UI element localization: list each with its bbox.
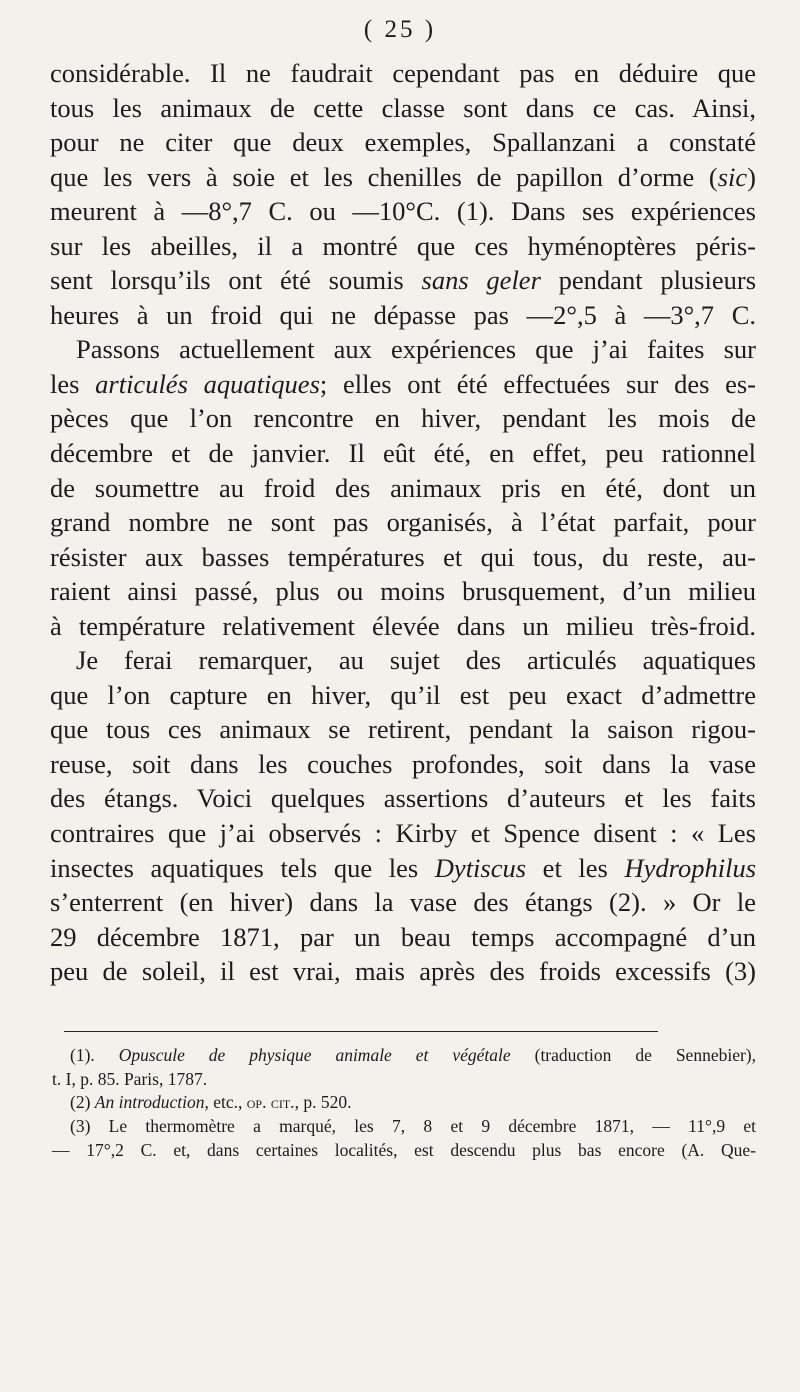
text-line xyxy=(50,229,756,264)
text-line xyxy=(50,609,756,644)
main-text xyxy=(50,56,756,989)
text-run: à température relativement élevée dans un milieu très-froid. xyxy=(50,610,756,641)
italic-text: sic xyxy=(717,161,748,192)
text-run: les xyxy=(50,368,96,399)
footnote-line xyxy=(50,1139,756,1163)
footnote-line xyxy=(50,1068,756,1092)
text-run: — 17°,2 C. et, dans certaines localités, est descendu plus bas encore (A. Que- xyxy=(52,1139,756,1160)
text-run: pèces que l’on rencontre en hiver, pendant les mois de xyxy=(50,403,756,434)
text-run: grand nombre ne sont pas organisés, à l’état parfait, pour xyxy=(50,507,756,538)
text-line xyxy=(50,125,756,160)
text-line xyxy=(50,91,756,126)
text-run: 29 décembre 1871, par un beau temps accompagné d’un xyxy=(50,921,756,952)
text-run: insectes aquatiques tels que les xyxy=(50,852,435,883)
text-line xyxy=(50,920,756,955)
text-run: considérable. Il ne faudrait cependant pas en déduire que xyxy=(50,58,756,88)
text-line xyxy=(50,56,756,91)
text-run: raient ainsi passé, plus ou moins brusquement, d’un milieu xyxy=(50,576,756,607)
text-run: tous les animaux de cette classe sont dans ce cas. Ainsi, xyxy=(50,92,756,123)
italic-text: An introduction xyxy=(94,1092,205,1113)
text-line xyxy=(50,298,756,333)
text-run: résister aux basses températures et qui tous, du reste, au- xyxy=(50,541,756,572)
footnote-line xyxy=(50,1091,756,1115)
text-line xyxy=(50,401,756,436)
text-run: s’enterrent (en hiver) dans la vase des étangs (2). » Or le xyxy=(50,887,756,918)
text-run: (2) xyxy=(70,1092,95,1113)
text-line xyxy=(50,954,756,989)
text-run: que les vers à soie et les chenilles de papillon d’orme ( xyxy=(50,161,718,192)
italic-text: articulés aquatiques xyxy=(95,368,320,399)
text-run: ) xyxy=(747,161,756,192)
text-run: ; elles ont été effectuées sur des es- xyxy=(319,368,756,399)
text-run: des étangs. Voici quelques assertions d’auteurs et les faits xyxy=(50,783,756,814)
italic-text: sans geler xyxy=(421,265,541,296)
text-run: sent lorsqu’ils ont été soumis xyxy=(50,265,422,296)
text-run: et les xyxy=(526,852,625,883)
page-number: ( 25 ) xyxy=(363,16,437,43)
text-run: , etc., xyxy=(204,1092,247,1113)
footnote-separator xyxy=(64,1031,658,1032)
text-run: que l’on capture en hiver, qu’il est peu exact d’admettre xyxy=(50,679,756,710)
text-run: pour ne citer que deux exemples, Spallanzani a constaté xyxy=(50,127,756,158)
text-run: décembre et de janvier. Il eût été, en effet, peu rationnel xyxy=(50,438,756,469)
text-line xyxy=(50,160,756,195)
text-line xyxy=(50,747,756,782)
italic-text: Opuscule de physique animale et végétale xyxy=(118,1045,511,1065)
text-line xyxy=(50,332,756,367)
text-line xyxy=(50,781,756,816)
text-line xyxy=(50,436,756,471)
text-line xyxy=(50,712,756,747)
text-run: (traduction de Sennebier), xyxy=(510,1045,756,1065)
text-line xyxy=(50,885,756,920)
text-run: , p. 520. xyxy=(294,1092,352,1113)
text-run: reuse, soit dans les couches profondes, soit dans la vase xyxy=(50,748,756,779)
text-line xyxy=(50,263,756,298)
text-run: meurent à —8°,7 C. ou —10°C. (1). Dans ses expériences xyxy=(50,196,756,227)
text-run: contraires que j’ai observés : Kirby et Spence disent : « Les xyxy=(50,818,756,849)
footnotes xyxy=(50,1044,756,1163)
text-line xyxy=(50,367,756,402)
text-run: de soumettre au froid des animaux pris en été, dont un xyxy=(50,472,756,503)
footnote-line xyxy=(50,1115,756,1139)
text-run: t. I, p. 85. Paris, 1787. xyxy=(52,1068,208,1089)
text-run: Passons actuellement aux expériences que j’ai faites sur xyxy=(76,334,756,365)
text-line xyxy=(50,505,756,540)
text-run: Je ferai remarquer, au sujet des articulés aquatiques xyxy=(76,645,756,676)
text-line xyxy=(50,816,756,851)
text-run: (1). xyxy=(70,1045,119,1065)
text-run: heures à un froid qui ne dépasse pas —2°,5 à —3°,7 C. xyxy=(50,299,756,330)
text-run: que tous ces animaux se retirent, pendant la saison rigou- xyxy=(50,714,756,745)
text-line xyxy=(50,678,756,713)
text-line xyxy=(50,851,756,886)
text-line xyxy=(50,194,756,229)
text-line xyxy=(50,643,756,678)
text-run: sur les abeilles, il a montré que ces hyménoptères péris- xyxy=(50,230,756,261)
italic-text: Dytiscus xyxy=(434,852,527,883)
text-run: op. cit. xyxy=(246,1092,295,1113)
text-run: (3) Le thermomètre a marqué, les 7, 8 et 9 décembre 1871, — 11°,9 et xyxy=(70,1116,756,1137)
italic-text: Hydrophilus xyxy=(624,852,757,883)
footnote-line xyxy=(50,1044,756,1068)
text-line xyxy=(50,574,756,609)
text-line xyxy=(50,540,756,575)
text-run: peu de soleil, il est vrai, mais après des froids excessifs (3) xyxy=(50,956,756,987)
text-line xyxy=(50,471,756,506)
text-run: pendant plusieurs xyxy=(540,265,757,296)
